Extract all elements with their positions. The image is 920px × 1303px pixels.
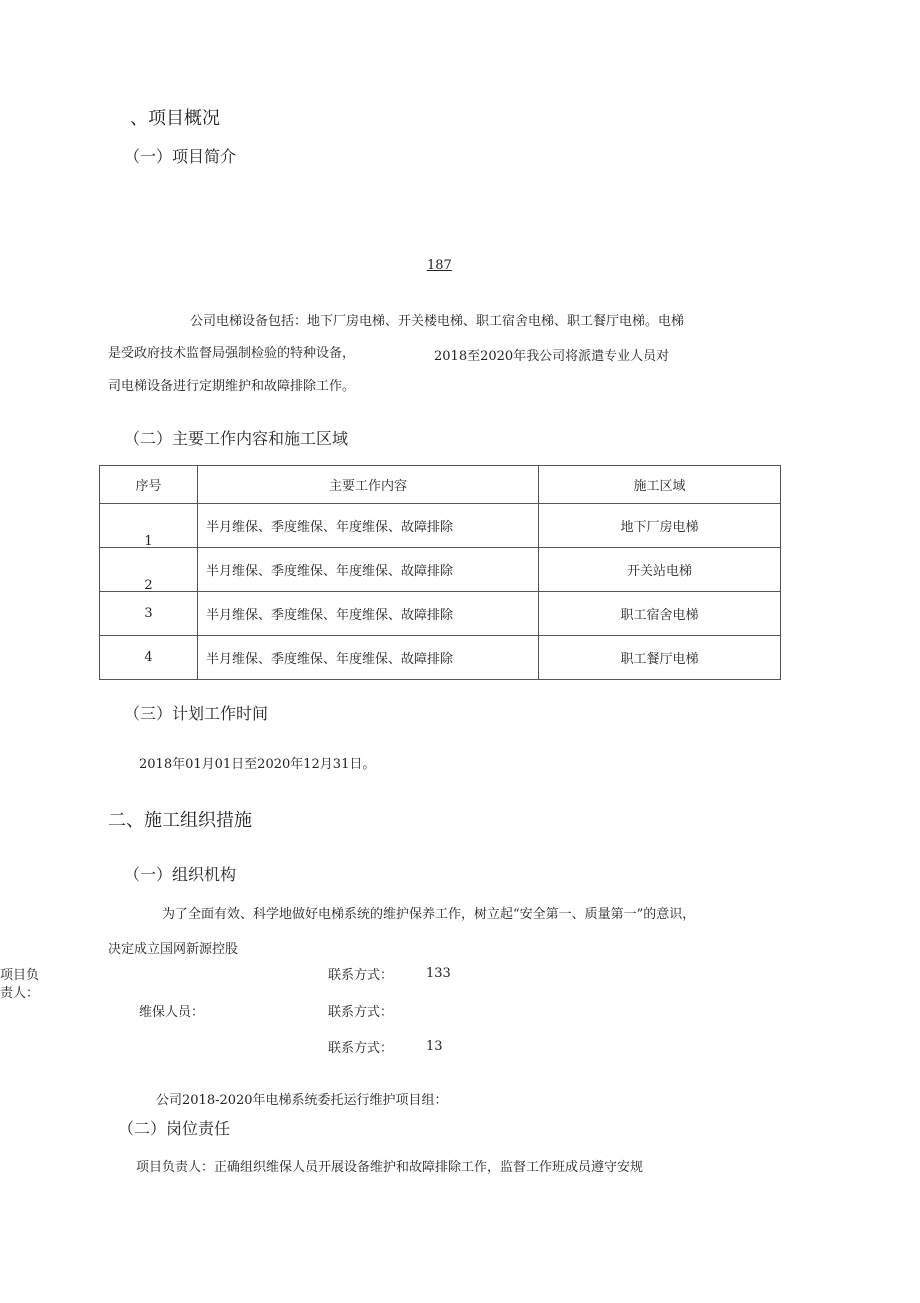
- subsection-schedule-heading: （三）计划工作时间: [124, 704, 269, 723]
- page-number: 187: [427, 258, 452, 273]
- intro-paragraph-line-2b: 2018至2020年我公司将派遣专业人员对: [434, 349, 670, 364]
- row-area: 地下厂房电梯: [539, 504, 781, 548]
- subsection-organization-heading: （一）组织机构: [124, 865, 237, 884]
- table-row: [100, 504, 781, 548]
- subsection-project-intro-heading: （一）项目简介: [124, 147, 237, 166]
- contact-value-1: 133: [426, 966, 451, 981]
- row-content: 半月维保、季度维保、年度维保、故障排除: [198, 548, 539, 592]
- row-area: 职工宿舍电梯: [539, 592, 781, 636]
- contact-value-3: 13: [426, 1039, 443, 1054]
- intro-paragraph-line-1: 公司电梯设备包括：地下厂房电梯、开关楼电梯、职工宿舍电梯、职工餐厅电梯。电梯: [190, 314, 685, 329]
- row-area: 开关站电梯: [539, 548, 781, 592]
- schedule-text: 2018年01月01日至2020年12月31日。: [139, 757, 376, 772]
- intro-paragraph-line-2a: 是受政府技术监督局强制检验的特种设备，: [108, 346, 356, 361]
- project-group-line: 公司2018-2020年电梯系统委托运行维护项目组：: [156, 1093, 448, 1108]
- intro-paragraph-line-3: 司电梯设备进行定期维护和故障排除工作。: [108, 379, 356, 394]
- contact-label-3: 联系方式：: [328, 1041, 394, 1056]
- table-row: [100, 592, 781, 636]
- contact-label-1: 联系方式：: [328, 968, 394, 983]
- contact-label-2: 联系方式：: [328, 1005, 394, 1020]
- subsection-work-content-heading: （二）主要工作内容和施工区域: [124, 429, 349, 448]
- row-no: 3: [100, 592, 198, 636]
- row-no: 2: [100, 548, 198, 592]
- row-content: 半月维保、季度维保、年度维保、故障排除: [198, 636, 539, 680]
- table-row: [100, 636, 781, 680]
- project-leader-label-line-1: 项目负: [0, 968, 40, 983]
- section-2-heading: 二、施工组织措施: [108, 810, 252, 831]
- row-no: 4: [100, 636, 198, 680]
- table-header-row: [100, 466, 781, 504]
- subsection-responsibility-heading: （二）岗位责任: [118, 1119, 231, 1138]
- organization-paragraph-line-2: 决定成立国网新源控股: [108, 942, 239, 957]
- responsibility-text: 项目负责人：正确组织维保人员开展设备维护和故障排除工作，监督工作班成员遵守安规: [136, 1160, 644, 1175]
- organization-paragraph-line-1: 为了全面有效、科学地做好电梯系统的维护保养工作，树立起“安全第一、质量第一”的意识，: [162, 907, 696, 922]
- section-1-heading: 、项目概况: [130, 108, 220, 129]
- header-content: 主要工作内容: [198, 466, 539, 504]
- header-no: 序号: [100, 466, 198, 504]
- work-content-table: [99, 465, 781, 680]
- row-content: 半月维保、季度维保、年度维保、故障排除: [198, 592, 539, 636]
- project-leader-label-line-2: 责人：: [0, 986, 40, 1001]
- table-row: [100, 548, 781, 592]
- header-area: 施工区域: [539, 466, 781, 504]
- maintenance-staff-label: 维保人员：: [139, 1005, 205, 1020]
- row-content: 半月维保、季度维保、年度维保、故障排除: [198, 504, 539, 548]
- row-area: 职工餐厅电梯: [539, 636, 781, 680]
- row-no: 1: [100, 504, 198, 548]
